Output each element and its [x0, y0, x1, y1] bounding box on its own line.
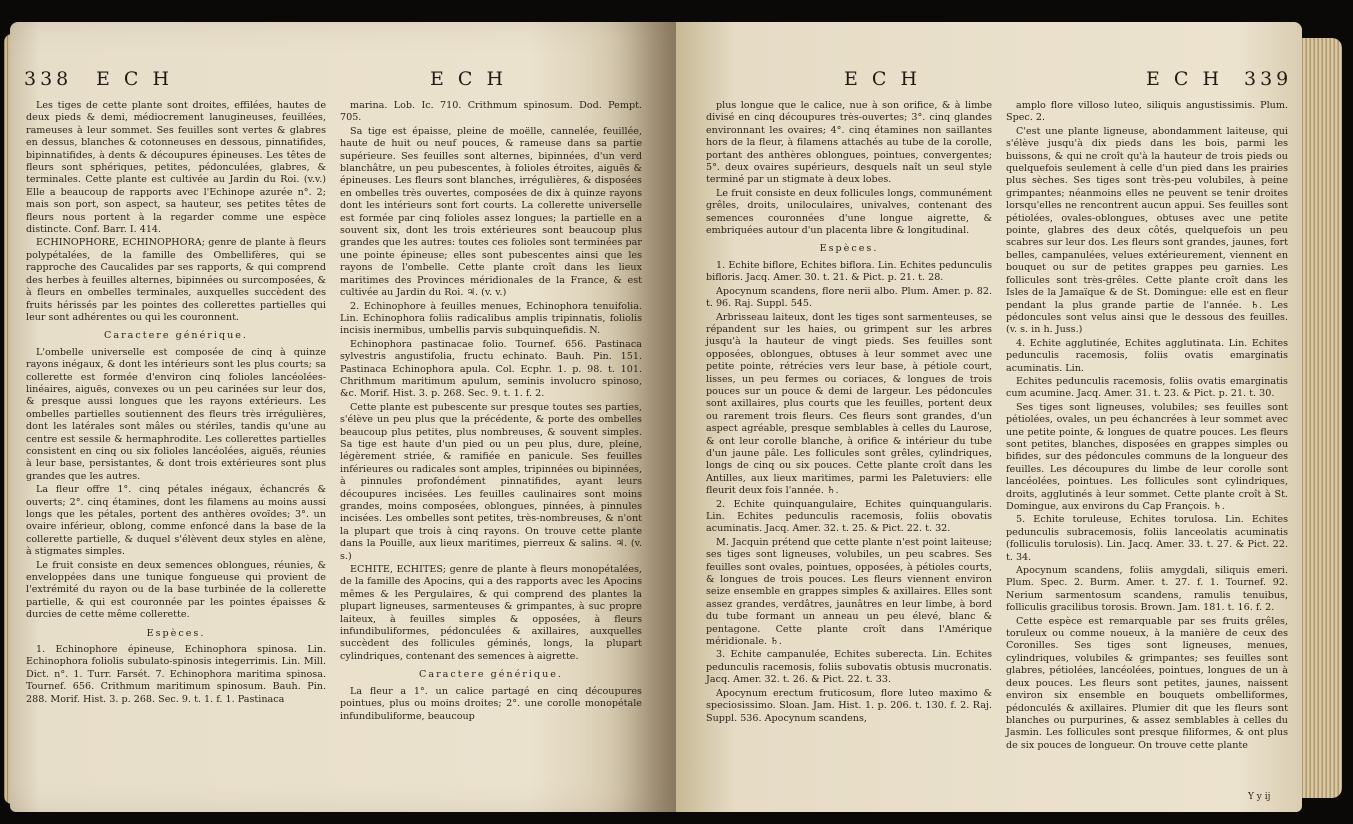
left-page-number: 338	[24, 68, 73, 90]
section-heading: Caractere générique.	[104, 330, 248, 342]
paragraph: Les tiges de cette plante sont droites, effilées, hautes de deux pieds & demi, médiocrement lanugineuses, feuillées, rameuses à leur sommet. Ses feuilles sont vertes & glabres en dessus, blanches & cotonneuses en dessous, pinnatifides, bipinnatifides, à dents & découpures épineuses. Les têtes de fleurs sont sphériques, petites, pédonculées, glabres, & terminales. Cette plante est cultivée au Jardin du Roi. (v.v.) Elle a beaucoup de rapports avec l'Echinope azurée n°. 2; mais son port, son aspect, sa hauteur, ses petites têtes de fleurs nous portent à la regarder comme une espèce distincte. Conf. Barr. I. 414.	[26, 100, 326, 236]
section-heading: Espèces.	[819, 243, 879, 255]
paragraph: L'ombelle universelle est composée de cinq à quinze rayons inégaux, & dont les intérieurs sont les plus courts; sa collerette est formée d'environ cinq folioles lancéolées-linéaires, aiguës, convexes ou un peu carinées sur leur dos, & presque aussi longues que les rayons extérieurs. Les ombelles partielles soutiennent des fleurs très irrégulières, dont les latérales sont mâles ou stériles, tandis qu'une au centre est sessile & hermaphrodite. Les collerettes partielles consistent en cinq ou six folioles lancéolées, aiguës, réunies à leur base, persistantes, & dont trois extérieures sont plus grandes que les autres.	[26, 346, 326, 482]
paragraph: Echites pedunculis racemosis, foliis ovatis emarginatis cum acumine. Jacq. Amer. 31. t. 23. & Pict. p. 21. t. 30.	[1006, 375, 1288, 400]
paragraph: La fleur a 1°. un calice partagé en cinq découpures pointues, plus ou moins droites; 2°. une corolle monopétale infundibuliforme, beaucoup	[340, 685, 642, 722]
section-heading: Espèces.	[146, 627, 206, 639]
paragraph: Apocynum scandens, flore nerii albo. Plum. Amer. p. 82. t. 96. Raj. Suppl. 545.	[706, 285, 992, 310]
signature-mark: Y y ij	[1248, 792, 1271, 802]
paragraph: M. Jacquin prétend que cette plante n'est point laiteuse; ses tiges sont ligneuses, volubiles, un peu scabres. Ses feuilles sont ovales, pointues, opposées, à pétioles courts, & longues de trois pouces. Les fleurs viennent environ seize ensemble en grappes simples & axillaires. Elles sont assez grandes, verdâtres, jaunâtres en leur limbe, à bord du tube formant un anneau un peu élevé, blanc & pentagone. Cette plante croît dans l'Amérique méridionale. ♄.	[706, 536, 992, 648]
left-page-column-1	[26, 100, 326, 707]
paragraph: 4. Echite agglutinée, Echites agglutinata. Lin. Echites pedunculis racemosis, foliis ovatis emarginatis acuminatis. Lin.	[1006, 337, 1288, 374]
right-page-column-1	[706, 100, 992, 726]
left-page-header-col2: E C H	[430, 68, 508, 90]
paragraph: ECHITE, ECHITES; genre de plante à fleurs monopétalées, de la famille des Apocins, qui a des rapports avec les Apocins mêmes & les Pergulaires, & qui comprend des plantes la plupart ligneuses, sarmenteuses & grimpantes, à suc propre laiteux, à feuilles simples & opposées, à fleurs infundibuliformes, pédonculées & axillaires, auxquelles succèdent des follicules géminés, longs, la plupart cylindriques, contenant des semences à aigrette.	[340, 564, 642, 662]
section-heading: Caractere générique.	[419, 669, 563, 681]
right-page-number: 339	[1244, 68, 1293, 90]
paragraph: Arbrisseau laiteux, dont les tiges sont sarmenteuses, se répandent sur les haies, ou grimpent sur les arbres jusqu'à la hauteur de vingt pieds. Ses feuilles sont opposées, oblongues, obtuses à leur sommet avec une petite pointe, rétrécies vers leur base, à pétiole court, lisses, un peu fermes ou coriaces, & longues de trois pouces sur un pouce & demi de largeur. Les pédoncules sont axillaires, plus courts que les feuilles, portent deux ou rarement trois fleurs. Ces fleurs sont grandes, d'un aspect agréable, presque semblables à celles du Laurose, & ont leur corolle blanche, à orifice & intérieur du tube d'un jaune pâle. Les follicules sont grêles, cylindriques, longs de cinq ou six pouces. Cette plante croît dans les Antilles, aux lieux maritimes, parmi les Paletuviers: elle fleurit deux fois l'année. ♄.	[706, 311, 992, 497]
paragraph: La fleur offre 1°. cinq pétales inégaux, échancrés & ouverts; 2°. cinq étamines, dont les filamens au moins aussi longs que les pétales, portent des anthères ovoïdes; 3°. un ovaire inférieur, oblong, comme enfoncé dans la base de la collerette partielle, & duquel s'élèvent deux styles en alène, à stigmates simples.	[26, 484, 326, 558]
paragraph: 2. Echite quinquangulaire, Echites quinquangularis. Lin. Echites pedunculis racemosis, foliis obovatis acuminatis. Jacq. Amer. 32. t. 25. & Pict. 22. t. 32.	[706, 498, 992, 535]
paragraph: Apocynum erectum fruticosum, flore luteo maximo & speciosissimo. Sloan. Jam. Hist. 1. p. 206. t. 130. f. 2. Raj. Suppl. 536. Apocynum scandens,	[706, 687, 992, 724]
paragraph: 3. Echite campanulée, Echites suberecta. Lin. Echites pedunculis racemosis, foliis subovatis obtusis mucronatis. Jacq. Amer. 32. t. 26. & Pict. 22. t. 33.	[706, 649, 992, 686]
paragraph: 5. Echite toruleuse, Echites torulosa. Lin. Echites pedunculis subracemosis, foliis lanceolatis acuminatis (folliculis torulosis). Lin. Jacq. Amer. 33. t. 27. & Pict. 22. t. 34.	[1006, 514, 1288, 563]
left-page-column-2	[340, 100, 642, 724]
paragraph: Apocynum scandens, foliis amygdali, siliquis emeri. Plum. Spec. 2. Burm. Amer. t. 27. f. 1. Tournef. 92. Nerium sarmentosum scandens, ramulis tenuibus, folliculis gracilibus torosis. Brown. Jam. 181. t. 16. f. 2.	[1006, 565, 1288, 614]
paragraph: Sa tige est épaisse, pleine de moëlle, cannelée, feuillée, haute de huit ou neuf pouces, & rameuse dans sa partie supérieure. Ses feuilles sont alternes, bipinnées, d'un verd blanchâtre, un peu pubescentes, à folioles étroites, aiguës & épineuses. Les fleurs sont blanches, irrégulières, & disposées en ombelles très ouvertes, composées de dix à quinze rayons dont les intérieurs sont fort courts. La collerette universelle est formée par cinq folioles assez longues; la partielle en a souvent six, dont les trois extérieures sont beaucoup plus grandes que les autres: toutes ces folioles sont terminées par une pointe épineuse; elles sont pubescentes ainsi que les rayons de l'ombelle. Cette plante croît dans les lieux maritimes des Provinces méridionales de la France, & est cultivée au Jardin du Roi. ♃. (v. v.)	[340, 125, 642, 299]
right-page	[676, 22, 1302, 812]
paragraph: Le fruit consiste en deux follicules longs, communément grêles, droits, uniloculaires, univalves, contenant des semences couronnées d'une longue aigrette, & embriquées autour d'un placenta libre & longitudinal.	[706, 187, 992, 237]
left-page	[10, 22, 676, 812]
paragraph: Cette espèce est remarquable par ses fruits grêles, toruleux ou comme noueux, à la manière de ceux des Coronilles. Ses tiges sont ligneuses, menues, cylindriques, volubiles & grimpantes; ses feuilles sont glabres, pétiolées, lancéolées, pointues, longues de un à deux pouces. Les fleurs sont petites, jaunes, naissent environ six ensemble en bouquets ombelliformes, pédonculés & axillaires. Plumier dit que les fleurs sont blanches ou purpurines, & assez semblables à celles du Jasmin. Les follicules sont presque filiformes, & ont plus de six pouces de longueur. On trouve cette plante	[1006, 615, 1288, 751]
right-page-column-2	[1006, 100, 1288, 753]
paragraph: C'est une plante ligneuse, abondamment laiteuse, qui s'élève jusqu'à dix pieds dans les bois, parmi les buissons, & qui ne croît qu'à la hauteur de trois pieds ou quelquefois seulement à celle d'un pied dans les prairies plus sèches. Ses tiges sont très-peu volubiles, à peine grimpantes; néanmoins elles ne peuvent se tenir droites lorsqu'elles ne rencontrent aucun appui. Ses feuilles sont pétiolées, ovales-oblongues, obtuses avec une petite pointe, glabres des deux côtés, quelquefois un peu scabres sur leur dos. Les fleurs sont grandes, jaunes, fort belles, campanulées, velues extérieurement, viennent en bouquet ou sur de petites grappes peu garnies. Les follicules sont très-grêles. Cette plante croît dans les Isles de la Jamaïque & de St. Domingue: elle est en fleur pendant la plus grande partie de l'année. ♄. Les pédoncules sont velus ainsi que le dessous des feuilles. (v. s. in h. Juss.)	[1006, 125, 1288, 336]
right-page-header-col1: E C H	[844, 68, 922, 90]
paragraph: Le fruit consiste en deux semences oblongues, réunies, & enveloppées dans une tunique fongueuse qui provient de l'extrémité du rayon ou de la base turbinée de la collerette partielle, & qui est couronnée par les pointes épaisses & durcies de cette même collerette.	[26, 559, 326, 621]
paragraph: Cette plante est pubescente sur presque toutes ses parties, s'élève un peu plus que la précédente, & porte des ombelles beaucoup plus petites, plus nombreuses, & souvent simples. Sa tige est haute d'un pied ou un peu plus, dure, pleine, légèrement striée, & ramifiée en panicule. Ses feuilles inférieures ou radicales sont amples, tripinnées ou bipinnées, à pinnules profondément pinnatifides, ayant leurs découpures incisées. Les feuilles caulinaires sont moins grandes, moins composées, oblongues, pinnées, à pinnules incisées. Les ombelles sont petites, très-nombreuses, & n'ont la plupart que trois à cinq rayons. On trouve cette plante dans la Pouille, aux lieux maritimes, pierreux & salins. ♃. (v. s.)	[340, 401, 642, 562]
paragraph: plus longue que le calice, nue à son orifice, & à limbe divisé en cinq découpures très-ouvertes; 3°. cinq glandes environnant les ovaires; 4°. cinq étamines non saillantes hors de la fleur, à filamens attachés au tube de la corolle, portant des anthères oblongues, pointues, convergentes; 5°. deux ovaires supérieurs, desquels naît un seul style terminé par un stigmate à deux lobes.	[706, 100, 992, 186]
paragraph: 1. Echinophore épineuse, Echinophora spinosa. Lin. Echinophora foliolis subulato-spinosis integerrimis. Lin. Mill. Dict. n°. 1. Turr. Farsét. 7. Echinophora maritima spinosa. Tournef. 656. Crithmum maritimum spinosum. Bauh. Pin. 288. Morif. Hist. 3. p. 268. Sec. 9. t. 1. f. 1. Pastinaca	[26, 644, 326, 705]
paragraph: Echinophora pastinacae folio. Tournef. 656. Pastinaca sylvestris angustifolia, fructu echinato. Bauh. Pin. 151. Pastinaca Echinophora apula. Col. Ecphr. 1. p. 98. t. 101. Chrithmum maritimum apulum, seminis involucro spinoso, &c. Morif. Hist. 3. p. 268. Sec. 9. t. 1. f. 2.	[340, 338, 642, 400]
left-page-header-col1: E C H	[96, 68, 174, 90]
paragraph: marina. Lob. Ic. 710. Crithmum spinosum. Dod. Pempt. 705.	[340, 100, 642, 124]
paragraph: amplo flore villoso luteo, siliquis angustissimis. Plum. Spec. 2.	[1006, 100, 1288, 124]
paragraph: Ses tiges sont ligneuses, volubiles; ses feuilles sont pétiolées, ovales, un peu échancrées à leur sommet avec une petite pointe, & longues de quatre pouces. Les fleurs sont petites, blanches, disposées en grappes simples ou bifides, sur des pédoncules communs de la longueur des feuilles. Les découpures du limbe de leur corolle sont lancéolées, pointues. Les follicules sont cylindriques, droits, agglutinés à leur sommet. Cette plante croît à St. Domingue, aux environs du Cap François. ♄.	[1006, 401, 1288, 512]
right-page-header-col2: E C H	[1146, 68, 1224, 90]
paragraph: ECHINOPHORE, ECHINOPHORA; genre de plante à fleurs polypétalées, de la famille des Ombellifères, qui se rapproche des Caucalides par ses rapports, & qui comprend des herbes à feuilles alternes, bipinnées ou surcomposées, & à fleurs en ombelles terminales, auxquelles succèdent des fruits hérissés par les pointes des collerettes partielles qui leur sont adhérentes ou qui les couronnent.	[26, 237, 326, 323]
paragraph: 1. Echite biflore, Echites biflora. Lin. Echites pedunculis bifloris. Jacq. Amer. 30. t. 21. & Pict. p. 21. t. 28.	[706, 259, 992, 284]
paragraph: 2. Echinophore à feuilles menues, Echinophora tenuifolia. Lin. Echinophora foliis radicalibus amplis tripinnatis, foliolis incisis inermibus, umbellis parvis subquinquefidis. N.	[340, 300, 642, 337]
open-book	[10, 8, 1343, 816]
right-page-edges	[1302, 38, 1342, 798]
